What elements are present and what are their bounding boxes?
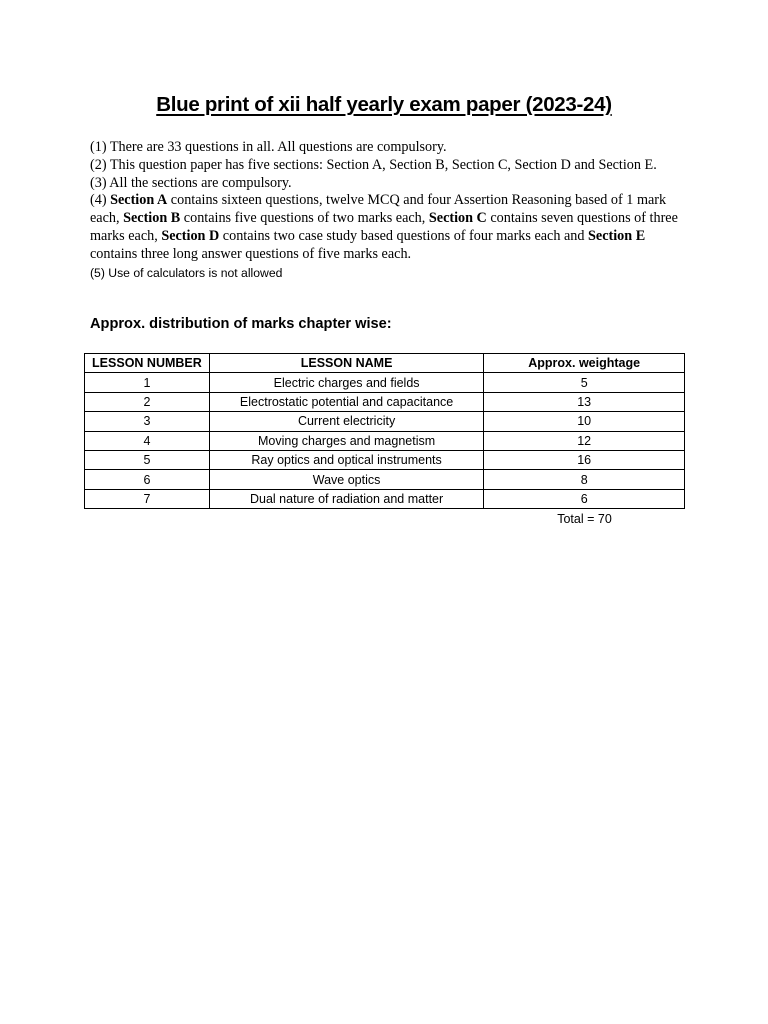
table-row	[85, 373, 685, 392]
weightage-cell: 8	[484, 470, 685, 489]
instruction-item: (2) This question paper has five sections: Section A, Section B, Section C, Section D and Section E.	[90, 156, 657, 173]
instruction-text: contains two case study based questions of four marks each and	[219, 227, 589, 244]
column-header-lesson-number: LESSON NUMBER	[85, 354, 210, 373]
section-e-label: Section E	[588, 227, 646, 244]
weightage-cell: 13	[484, 392, 685, 411]
lesson-name-cell: Electrostatic potential and capacitance	[209, 392, 484, 411]
instruction-item: (5) Use of calculators is not allowed	[90, 265, 283, 280]
lesson-number-cell: 7	[85, 489, 210, 508]
total-marks: Total = 70	[557, 512, 612, 526]
column-header-lesson-name: LESSON NAME	[209, 354, 484, 373]
table-row	[85, 470, 685, 489]
table-row	[85, 412, 685, 431]
section-b-label: Section B	[123, 210, 181, 227]
weightage-cell: 10	[484, 412, 685, 431]
lesson-number-cell: 2	[85, 392, 210, 411]
instruction-text: (4)	[90, 192, 111, 209]
lesson-number-cell: 4	[85, 431, 210, 450]
page-title: Blue print of xii half yearly exam paper (2023-24)	[156, 93, 612, 116]
table-row	[85, 392, 685, 411]
section-a-label: Section A	[110, 192, 168, 209]
lesson-name-cell: Current electricity	[209, 412, 484, 431]
instructions-list	[90, 139, 682, 282]
lesson-name-cell: Moving charges and magnetism	[209, 431, 484, 450]
lesson-name-cell: Ray optics and optical instruments	[209, 450, 484, 469]
instruction-item: (3) All the sections are compulsory.	[90, 174, 292, 191]
instruction-text: contains five questions of two marks each,	[180, 210, 429, 227]
instruction-text: contains seven questions of three marks each,	[90, 210, 678, 244]
marks-distribution-table	[84, 353, 685, 509]
table-row	[85, 431, 685, 450]
instruction-item	[90, 192, 682, 263]
lesson-number-cell: 5	[85, 450, 210, 469]
weightage-cell: 12	[484, 431, 685, 450]
instruction-text: contains three long answer questions of five marks each.	[90, 245, 412, 262]
table-row	[85, 450, 685, 469]
weightage-cell: 6	[484, 489, 685, 508]
section-d-label: Section D	[161, 227, 220, 244]
table-header-row	[85, 354, 685, 373]
lesson-number-cell: 1	[85, 373, 210, 392]
instruction-text: contains sixteen questions, twelve MCQ and four Assertion Reasoning based of 1 mark each,	[90, 192, 667, 227]
table-row	[85, 489, 685, 508]
lesson-name-cell: Electric charges and fields	[209, 373, 484, 392]
weightage-cell: 16	[484, 450, 685, 469]
distribution-heading: Approx. distribution of marks chapter wise:	[90, 316, 392, 332]
instruction-item: (1) There are 33 questions in all. All questions are compulsory.	[90, 139, 447, 155]
lesson-name-cell: Wave optics	[209, 470, 484, 489]
weightage-cell: 5	[484, 373, 685, 392]
lesson-name-cell: Dual nature of radiation and matter	[209, 489, 484, 508]
section-c-label: Section C	[428, 210, 487, 227]
column-header-weightage: Approx. weightage	[484, 354, 685, 373]
lesson-number-cell: 6	[85, 470, 210, 489]
lesson-number-cell: 3	[85, 412, 210, 431]
